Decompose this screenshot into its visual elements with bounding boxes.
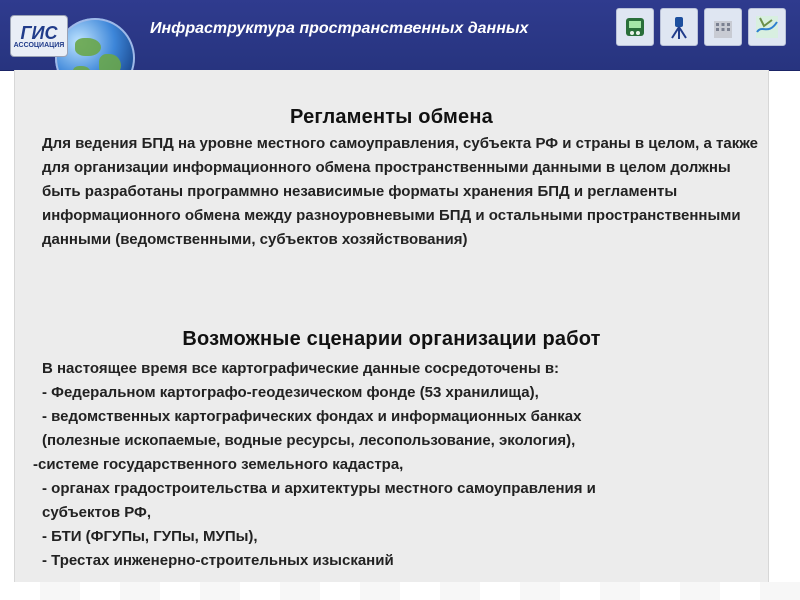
scenarios-list <box>33 357 762 573</box>
list-item: - Трестах инженерно-строительных изысканий <box>42 552 394 569</box>
list-item: - БТИ (ФГУПы, ГУПы, МУПы), <box>42 528 258 545</box>
bottom-decor-strip <box>0 582 800 600</box>
section-heading-regulations: Регламенты обмена <box>290 106 493 128</box>
logo-main-text: ГИС <box>20 22 58 43</box>
list-item: - Федеральном картографо-геодезическом фонде (53 хранилища), <box>42 384 539 401</box>
header-bar <box>0 0 800 71</box>
device-icon <box>616 8 654 46</box>
list-item: -системе государственного земельного кадастра, <box>33 456 404 473</box>
list-item: субъектов РФ, <box>42 504 152 521</box>
building-icon <box>704 8 742 46</box>
list-item: - ведомственных картографических фондах и информационных банках <box>42 408 582 425</box>
logo <box>10 15 68 57</box>
logo-sub-text: АССОЦИАЦИЯ <box>13 41 65 49</box>
section-paragraph-regulations: Для ведения БПД на уровне местного самоуправления, субъекта РФ и страны в целом, а также для организации информационного обмена пространственными данными в целом должны быть разработаны программно независимые форматы хранения БПД и регламенты информационного обмена между разноуровневыми БПД и остальными пространственными данными (ведомственными, субъектов хозяйствования) <box>42 135 759 248</box>
header-thumbnails <box>616 8 786 46</box>
page-title: Инфраструктура пространственных данных <box>150 20 529 37</box>
section-heading-scenarios: Возможные сценарии организации работ <box>182 328 601 350</box>
map-image-icon <box>748 8 786 46</box>
list-item: В настоящее время все картографические данные сосредоточены в: <box>42 360 560 377</box>
list-item: (полезные ископаемые, водные ресурсы, лесопользование, экология), <box>42 432 576 449</box>
tripod-instrument-icon <box>660 8 698 46</box>
list-item: - органах градостроительства и архитектуры местного самоуправления и <box>42 480 596 497</box>
content-panel <box>14 70 769 582</box>
